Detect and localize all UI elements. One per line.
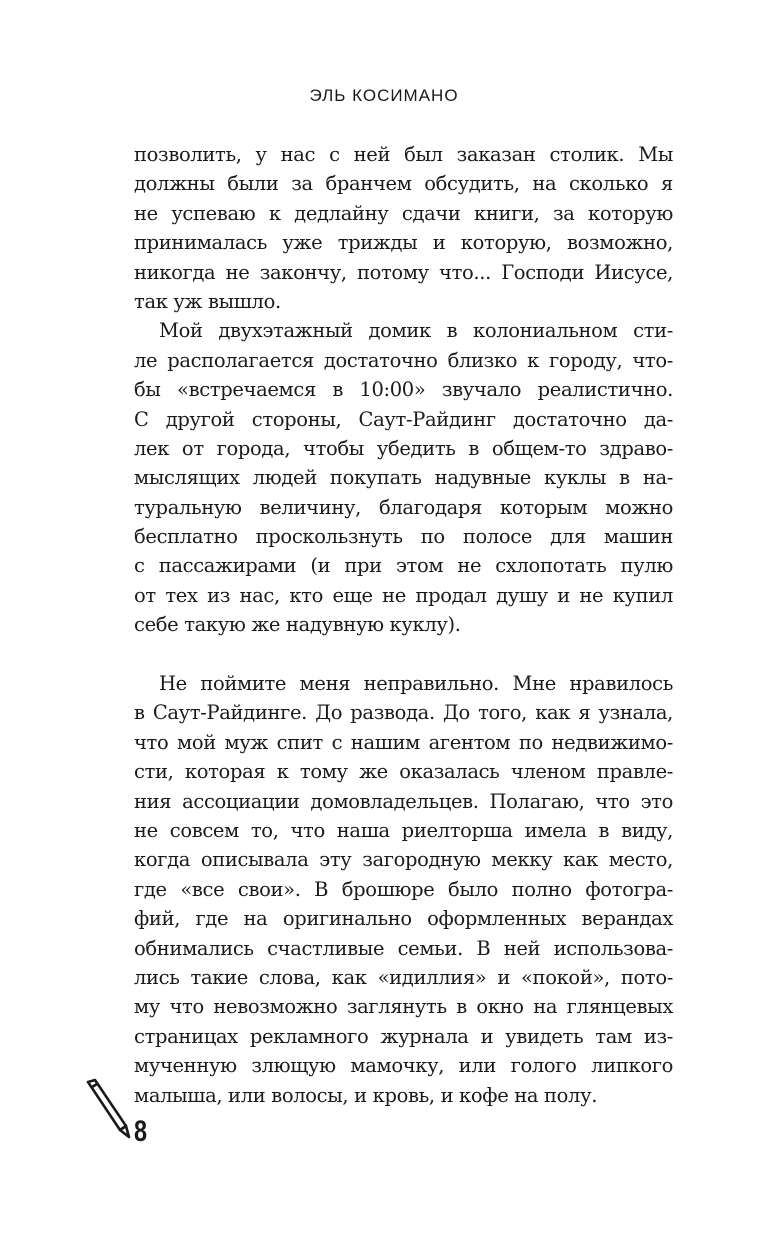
text-line: не совсем то, что наша риелторша имела в виду, — [134, 818, 673, 842]
paragraph-3 — [134, 669, 673, 1110]
text-line: мыслящих людей покупать надувные куклы в на- — [134, 466, 673, 490]
text-line: когда описывала эту загородную мекку как место, — [134, 848, 673, 872]
text-line: бесплатно проскользнуть по полосе для машин — [134, 525, 673, 549]
text-line: позволить, у нас с ней был заказан столик. Мы — [134, 143, 673, 166]
text-line: никогда не закончу, потому что... Господи Иисусе, — [134, 260, 673, 284]
paragraph-1 — [134, 140, 673, 316]
text-line: Не поймите меня неправильно. Мне нравилось — [159, 672, 673, 696]
text-line: в Саут-Райдинге. До развода. До того, как я узнала, — [134, 701, 673, 725]
text-line: лись такие слова, как «идиллия» и «покой», пото- — [134, 965, 673, 989]
page-number: 8 — [134, 1115, 148, 1148]
text-line: ле располагается достаточно близко к городу, что- — [134, 348, 673, 372]
text-line: с пассажирами (и при этом не схлопотать пулю — [134, 554, 673, 578]
text-line: бы «встречаемся в 10:00» звучало реалистично. — [134, 378, 673, 402]
text-line: му что невозможно заглянуть в окно на глянцевых — [134, 995, 673, 1019]
text-line: где «все свои». В брошюре было полно фотогра- — [134, 877, 673, 901]
text-line: так уж вышло. — [134, 289, 281, 313]
text-line: С другой стороны, Саут-Райдинг достаточно да- — [134, 407, 673, 431]
text-line: от тех из нас, кто еще не продал душу и не купил — [134, 583, 673, 607]
text-line: сти, которая к тому же оказалась членом правле- — [134, 760, 673, 784]
text-line: ния ассоциации домовладельцев. Полагаю, что это — [134, 789, 673, 813]
text-line: обнимались счастливые семьи. В ней использова- — [134, 936, 673, 960]
text-line: страницах рекламного журнала и увидеть там из- — [134, 1024, 673, 1048]
text-line: должны были за бранчем обсудить, на сколько я — [134, 172, 673, 196]
text-line: туральную величину, благодаря которым можно — [134, 495, 673, 519]
text-line: не успеваю к дедлайну сдачи книги, за которую — [134, 201, 673, 225]
paragraph-2 — [134, 316, 673, 639]
text-line: мученную злющую мамочку, или голого липкого — [134, 1054, 673, 1078]
text-line: Мой двухэтажный домик в колониальном сти- — [159, 319, 673, 343]
text-line: что мой муж спит с нашим агентом по недвижимо- — [134, 730, 673, 754]
body-text — [134, 140, 673, 1110]
pen-icon — [82, 1078, 132, 1140]
section-break — [134, 640, 673, 669]
text-line: лек от города, чтобы убедить в общем-то здраво- — [134, 436, 673, 460]
text-line: фий, где на оригинально оформленных верандах — [134, 907, 673, 931]
running-header: ЭЛЬ КОСИМАНО — [309, 86, 459, 105]
text-line: малыша, или волосы, и кровь, и кофе на полу. — [134, 1083, 598, 1107]
text-line: принималась уже трижды и которую, возможно, — [134, 231, 673, 255]
text-line: себе такую же надувную куклу). — [134, 613, 461, 637]
